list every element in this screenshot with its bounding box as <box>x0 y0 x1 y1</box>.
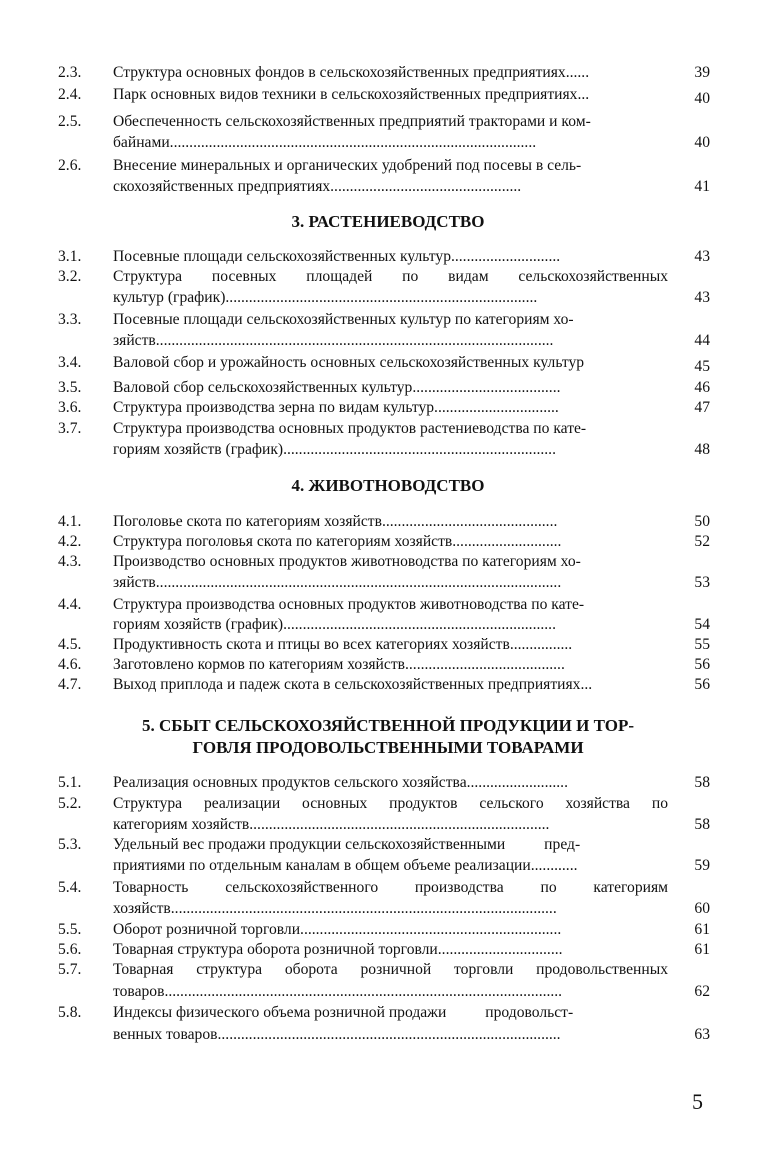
entry-title: Посевные площади сельскохозяйственных культур............................ <box>113 248 561 265</box>
entry-page: 54 <box>694 616 710 633</box>
entry-title-line2: скохозяйственных предприятиях................................................. <box>113 178 522 195</box>
entry-number: 3.3. <box>58 311 82 328</box>
entry-title-line2: хозяйств................................................................................................... <box>113 900 557 917</box>
entry-number: 3.4. <box>58 354 82 371</box>
entry-number: 4.2. <box>58 533 82 550</box>
entry-number: 3.2. <box>58 268 82 285</box>
entry-title-line1: Структура посевных площадей по видам сельскохозяйственных <box>113 268 668 285</box>
entry-title: Структура основных фондов в сельскохозяйственных предприятиях...... <box>113 64 590 81</box>
entry-title-line1: Структура производства основных продуктов животноводства по кате- <box>113 596 585 613</box>
entry-number: 4.3. <box>58 553 82 570</box>
entry-page: 56 <box>694 676 710 693</box>
entry-title: Реализация основных продуктов сельского хозяйства.......................... <box>113 774 568 791</box>
entry-title-line1: Индексы физического объема розничной продажи продовольст- <box>113 1004 574 1021</box>
entry-title: Поголовье скота по категориям хозяйств............................................. <box>113 513 558 530</box>
entry-number: 2.3. <box>58 64 82 81</box>
entry-number: 5.4. <box>58 879 82 896</box>
entry-page: 62 <box>694 983 710 1000</box>
entry-title-line1: Производство основных продуктов животноводства по категориям хо- <box>113 553 581 570</box>
entry-number: 3.1. <box>58 248 82 265</box>
entry-page: 48 <box>694 441 710 458</box>
entry-title-line2: зяйств........................................................................................................ <box>113 574 562 591</box>
entry-page: 46 <box>694 379 710 396</box>
entry-title-line2: категориям хозяйств............................................................................. <box>113 816 550 833</box>
entry-page: 41 <box>694 178 710 195</box>
entry-number: 5.5. <box>58 921 82 938</box>
section-heading-4: 4. ЖИВОТНОВОДСТВО <box>291 476 485 495</box>
entry-page: 50 <box>694 513 710 530</box>
entry-number: 3.6. <box>58 399 82 416</box>
entry-page: 52 <box>694 533 710 550</box>
entry-number: 4.5. <box>58 636 82 653</box>
entry-page: 61 <box>694 941 710 958</box>
section-heading-3: 3. РАСТЕНИЕВОДСТВО <box>291 212 485 231</box>
entry-page: 40 <box>694 90 710 107</box>
entry-page: 60 <box>694 900 710 917</box>
entry-page: 45 <box>694 358 710 375</box>
entry-page: 58 <box>694 816 710 833</box>
entry-number: 2.4. <box>58 86 82 103</box>
entry-page: 43 <box>694 248 710 265</box>
entry-title: Выход приплода и падеж скота в сельскохозяйственных предприятиях... <box>113 676 593 693</box>
entry-title-line2: венных товаров........................................................................................ <box>113 1026 561 1043</box>
entry-title: Валовой сбор сельскохозяйственных культур...................................... <box>113 379 561 396</box>
entry-title-line1: Товарная структура оборота розничной торговли продовольственных <box>113 961 668 978</box>
entry-page: 58 <box>694 774 710 791</box>
entry-number: 5.1. <box>58 774 82 791</box>
entry-number: 4.7. <box>58 676 82 693</box>
entry-page: 63 <box>694 1026 710 1043</box>
entry-title: Заготовлено кормов по категориям хозяйств......................................... <box>113 656 565 673</box>
entry-page: 43 <box>694 289 710 306</box>
entry-page: 39 <box>694 64 710 81</box>
entry-title: Структура производства зерна по видам культур................................ <box>113 399 559 416</box>
entry-page: 59 <box>694 857 710 874</box>
section-heading-5-line2: ГОВЛЯ ПРОДОВОЛЬСТВЕННЫМИ ТОВАРАМИ <box>192 738 584 757</box>
entry-number: 2.5. <box>58 113 82 130</box>
entry-number: 5.6. <box>58 941 82 958</box>
entry-page: 55 <box>694 636 710 653</box>
entry-number: 4.6. <box>58 656 82 673</box>
entry-number: 5.2. <box>58 795 82 812</box>
entry-number: 4.4. <box>58 596 82 613</box>
entry-page: 47 <box>694 399 710 416</box>
entry-title-line1: Структура производства основных продуктов растениеводства по кате- <box>113 420 587 437</box>
entry-title-line1: Обеспеченность сельскохозяйственных предприятий тракторами и ком- <box>113 113 591 130</box>
entry-title: Валовой сбор и урожайность основных сельскохозяйственных культур <box>113 354 585 371</box>
entry-number: 3.5. <box>58 379 82 396</box>
entry-title-line2: гориям хозяйств (график)...................................................................... <box>113 441 556 458</box>
page-number: 5 <box>692 1089 703 1114</box>
entry-title: Парк основных видов техники в сельскохозяйственных предприятиях... <box>113 86 590 103</box>
entry-title-line2: приятиями по отдельным каналам в общем объеме реализации............ <box>113 857 578 874</box>
entry-number: 2.6. <box>58 157 82 174</box>
entry-title-line1: Товарность сельскохозяйственного производства по категориям <box>113 879 668 896</box>
entry-number: 5.8. <box>58 1004 82 1021</box>
entry-title: Оборот розничной торговли................................................................... <box>113 921 562 938</box>
entry-page: 53 <box>694 574 710 591</box>
entry-title-line1: Внесение минеральных и органических удобрений под посевы в сель- <box>113 157 582 174</box>
entry-number: 3.7. <box>58 420 82 437</box>
section-heading-5-line1: 5. СБЫТ СЕЛЬСКОХОЗЯЙСТВЕННОЙ ПРОДУКЦИИ И ТОР- <box>141 716 634 735</box>
entry-title-line2: зяйств...................................................................................................... <box>113 332 554 349</box>
entry-title: Товарная структура оборота розничной торговли................................ <box>113 941 563 958</box>
entry-title-line2: гориям хозяйств (график)...................................................................... <box>113 616 556 633</box>
entry-title: Продуктивность скота и птицы во всех категориях хозяйств................ <box>113 636 573 653</box>
entry-page: 44 <box>694 332 710 349</box>
entry-page: 56 <box>694 656 710 673</box>
entry-number: 4.1. <box>58 513 82 530</box>
entry-number: 5.3. <box>58 836 82 853</box>
entry-page: 61 <box>694 921 710 938</box>
entry-title-line1: Удельный вес продажи продукции сельскохозяйственными пред- <box>113 836 581 853</box>
entry-title-line2: культур (график)................................................................................ <box>113 289 538 306</box>
entry-title-line1: Структура реализации основных продуктов сельского хозяйства по <box>113 795 668 812</box>
entry-title-line2: товаров...................................................................................................... <box>113 983 563 1000</box>
entry-number: 5.7. <box>58 961 82 978</box>
entry-title-line1: Посевные площади сельскохозяйственных культур по категориям хо- <box>113 311 574 328</box>
entry-title-line2: байнами.............................................................................................. <box>113 134 537 151</box>
entry-title: Структура поголовья скота по категориям хозяйств............................ <box>113 533 562 550</box>
entry-page: 40 <box>694 134 710 151</box>
